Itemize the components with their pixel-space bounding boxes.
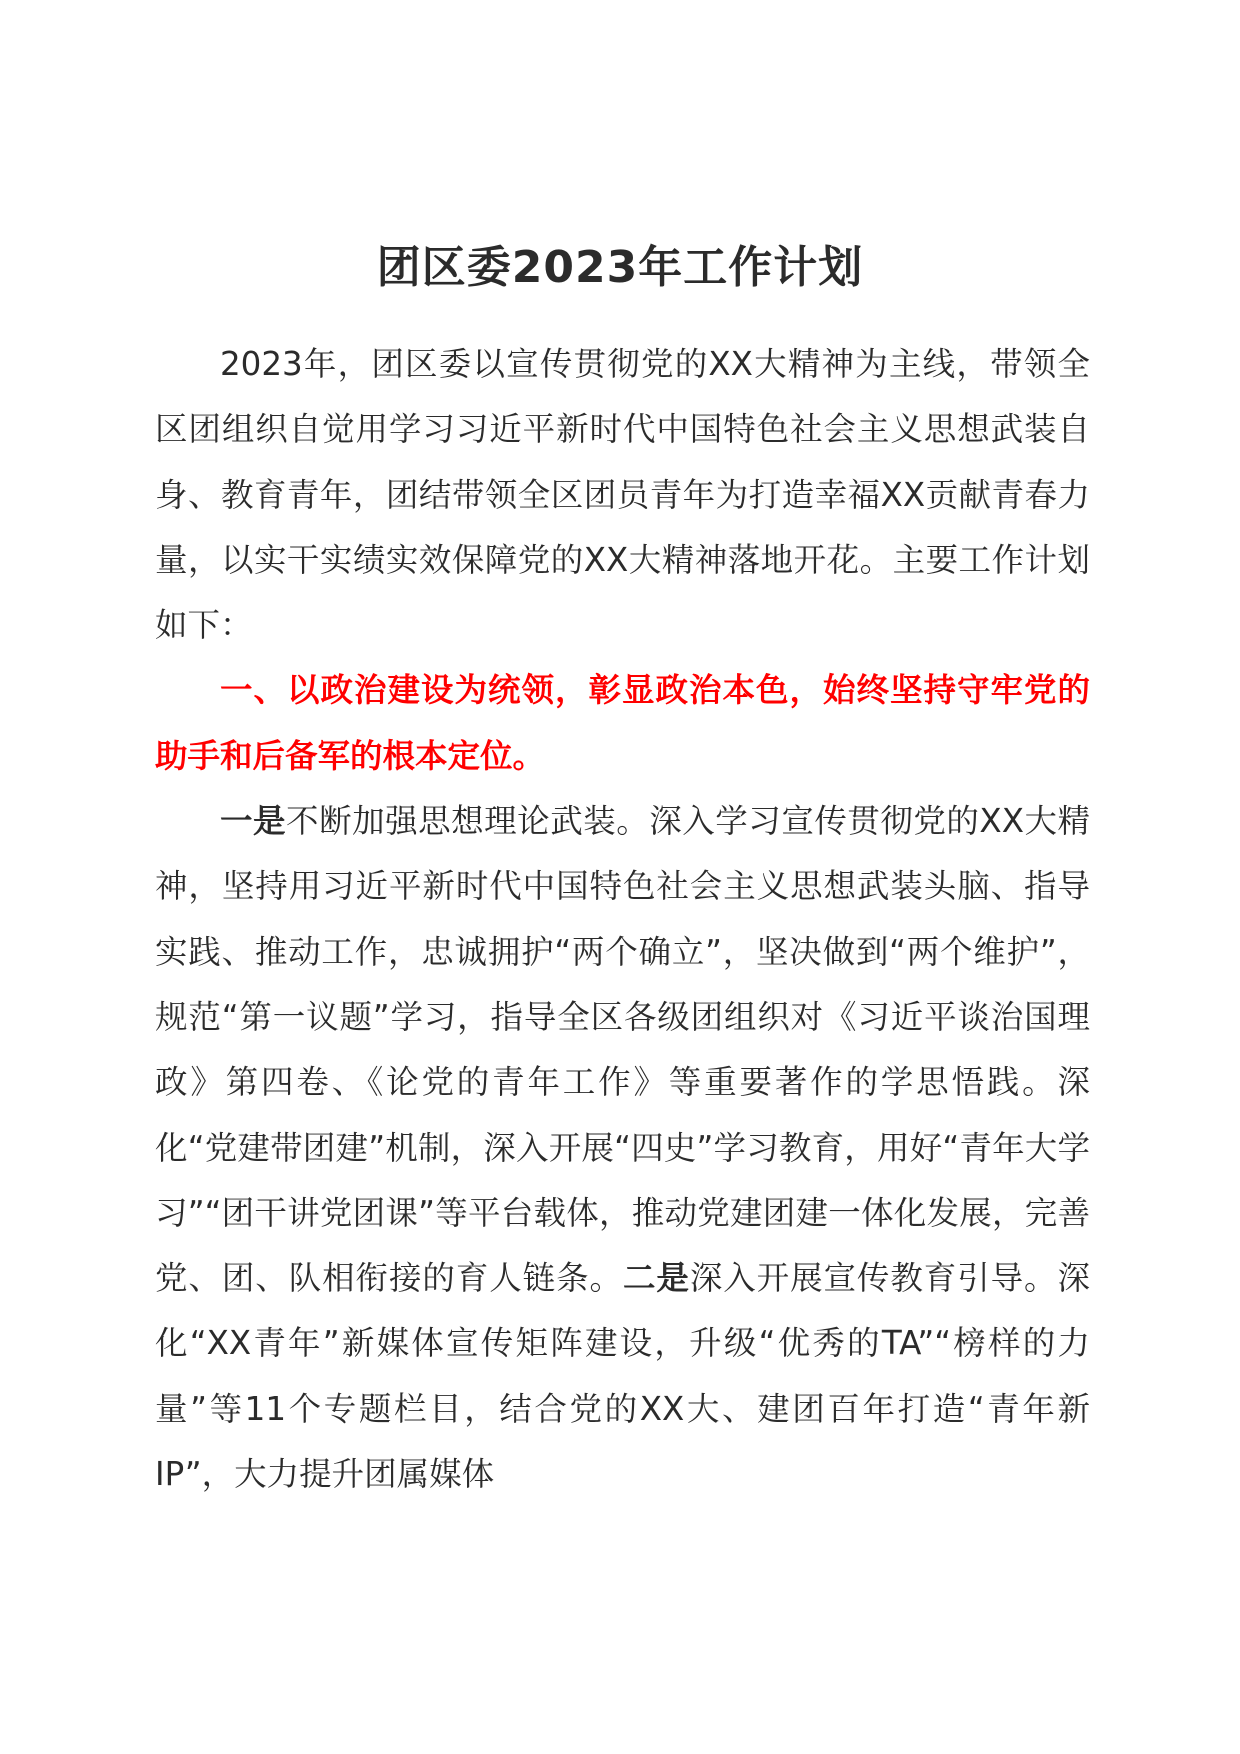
section-heading: 一、以政治建设为统领，彰显政治本色，始终坚持守牢党的助手和后备军的根本定位。 [155,671,1090,775]
point-two-text: 深入开展宣传教育引导。深化“XX青年”新媒体宣传矩阵建设，升级“优秀的TA”“榜样的力量”等11个专题栏目，结合党的XX大、建团百年打造“青年新IP”，大力提升团属媒体 [155,1259,1090,1494]
point-one-lead: 一是 [220,802,287,841]
intro-paragraph: 2023年，团区委以宣传贯彻党的XX大精神为主线，带领全区团组织自觉用学习习近平新时代中国特色社会主义思想武装自身、教育青年，团结带领全区团员青年为打造幸福XX贡献青春力量，以实干实绩实效保障党的XX大精神落地开花。主要工作计划如下： [155,345,1090,645]
document-title: 团区委2023年工作计划 [376,242,864,293]
point-one-text: 不断加强思想理论武装。深入学习宣传贯彻党的XX大精神，坚持用习近平新时代中国特色社会主义思想武装头脑、指导实践、推动工作，忠诚拥护“两个确立”，坚决做到“两个维护”，规范“第一议题”学习，指导全区各级团组织对《习近平谈治国理政》第四卷、《论党的青年工作》等重要著作的学思悟践。深化“党建带团建”机制，深入开展“四史”学习教育，用好“青年大学习”“团干讲党团课”等平台载体，推动党建团建一体化发展，完善党、团、队相衔接的育人链条。 [155,802,1090,1298]
point-two-lead: 二是 [622,1259,690,1298]
point-paragraph [155,789,1090,1507]
document-body [155,332,1090,1507]
